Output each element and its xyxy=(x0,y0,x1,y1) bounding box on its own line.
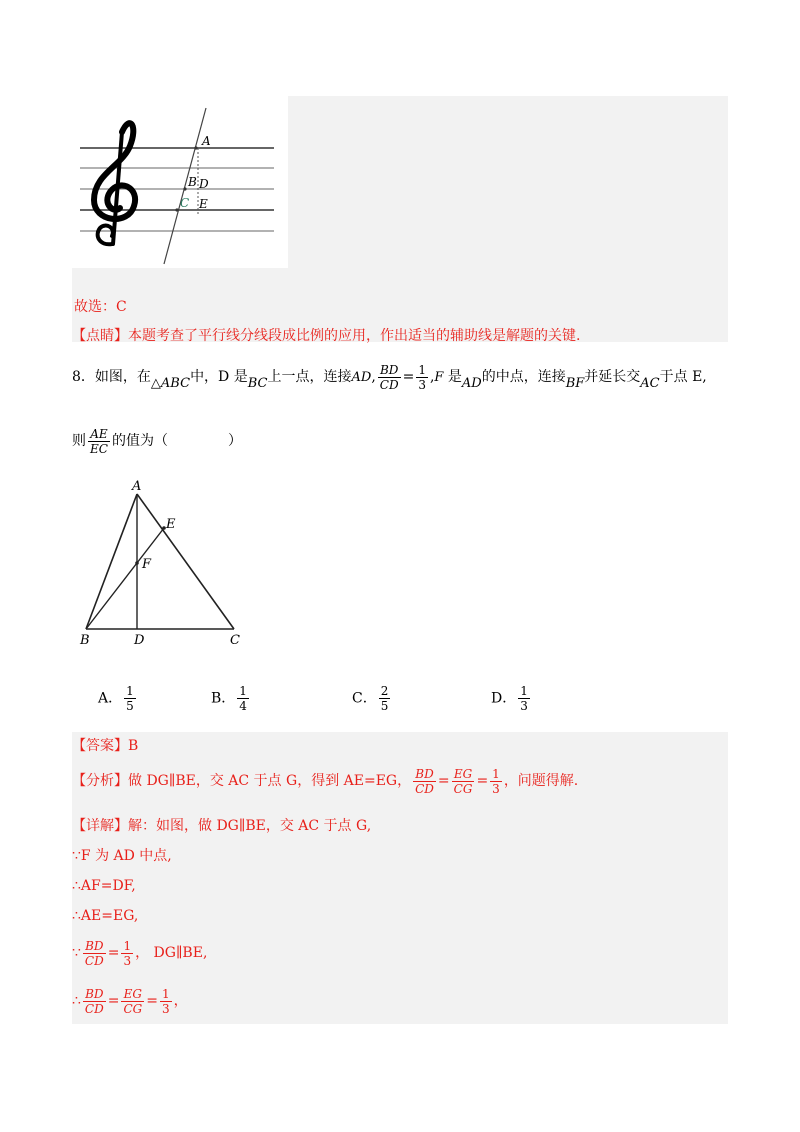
label-d: D xyxy=(134,633,145,648)
equals: = xyxy=(146,993,158,1009)
frac-num: 2 xyxy=(380,684,389,698)
ratio-one-third xyxy=(490,767,502,796)
question-text: 于点 E, xyxy=(659,369,707,385)
question-text: 上一点，连接 xyxy=(267,369,352,385)
frac-den: EC xyxy=(90,441,108,456)
option-b[interactable] xyxy=(211,684,251,713)
segment-bc: BC xyxy=(247,376,268,391)
frac-num: 1 xyxy=(492,766,500,781)
question-line-2 xyxy=(72,424,242,458)
ratio-one-third xyxy=(121,939,133,968)
ratio-eg-cg xyxy=(121,987,144,1016)
equals: = xyxy=(107,945,120,961)
question-text: 的中点，连接 xyxy=(481,369,566,385)
detail-line xyxy=(72,816,371,836)
frac-num: BD xyxy=(83,939,106,954)
because-symbol: ∵ xyxy=(72,945,81,961)
frac-num: 1 xyxy=(161,986,170,1001)
therefore-symbol: ∴ xyxy=(72,993,81,1009)
frac-den: 3 xyxy=(520,699,528,713)
option-a[interactable] xyxy=(98,684,138,713)
frac-num: AE xyxy=(88,427,110,442)
analysis-text: ，问题得解. xyxy=(503,773,579,789)
segment-ac: AC xyxy=(640,376,660,391)
frac-den: CD xyxy=(379,377,399,392)
option-fraction xyxy=(237,684,249,713)
step-text: ， DG∥BE, xyxy=(135,945,208,961)
frac-num: 1 xyxy=(418,362,426,377)
frac-den: 3 xyxy=(418,377,426,392)
analysis-tag: 【分析】 xyxy=(72,773,128,789)
ratio-one-third xyxy=(160,987,172,1016)
figure-triangle xyxy=(76,474,252,654)
detail-tag: 【详解】 xyxy=(72,818,128,834)
label-e: E xyxy=(199,197,208,211)
step-1: ∵F 为 AD 中点, xyxy=(72,848,172,864)
frac-den: 3 xyxy=(492,781,500,796)
analysis-text: 做 DG∥BE，交 AC 于点 G，得到 AE=EG， xyxy=(128,773,412,789)
option-letter: A． xyxy=(98,690,123,707)
frac-den: 3 xyxy=(123,953,132,968)
step-text: ， xyxy=(173,993,188,1009)
frac-num: BD xyxy=(378,363,401,378)
frac-num: 1 xyxy=(239,684,247,698)
label-d: D xyxy=(199,177,209,191)
segment-ad: AD xyxy=(351,370,372,385)
question-text: 并延长交 xyxy=(584,369,641,385)
question-line-1 xyxy=(72,362,707,393)
frac-num: 1 xyxy=(520,684,528,698)
answer-text: 【答案】B xyxy=(72,738,139,754)
frac-num: BD xyxy=(413,767,436,782)
comment-tag: 【点睛】 xyxy=(72,328,128,344)
point-f: F xyxy=(434,370,444,385)
ratio-one-third xyxy=(416,363,428,392)
analysis-line xyxy=(72,764,578,798)
question-text: 则 xyxy=(72,433,86,449)
comma: , xyxy=(371,369,376,385)
frac-den: 4 xyxy=(239,699,247,713)
label-b: B xyxy=(80,633,90,648)
frac-num: BD xyxy=(83,987,106,1002)
frac-den: 5 xyxy=(380,699,389,713)
comment-text: 本题考查了平行线分线段成比例的应用，作出适当的辅助线是解题的关键. xyxy=(128,328,581,344)
option-fraction xyxy=(124,684,136,713)
segment-bf: BF xyxy=(565,376,585,391)
figure-staff xyxy=(72,96,288,268)
option-d[interactable] xyxy=(491,684,532,713)
ratio-bd-cd xyxy=(83,939,106,968)
frac-den: CG xyxy=(123,1001,143,1016)
triangle-abc: △ABC xyxy=(150,376,191,391)
comma: , xyxy=(429,369,435,385)
step-2: ∴AF=DF, xyxy=(72,878,136,894)
question-text: 是 xyxy=(447,369,462,385)
option-fraction xyxy=(518,684,530,713)
option-letter: D． xyxy=(491,690,517,707)
comment-line xyxy=(72,326,580,346)
treble-clef-icon xyxy=(94,123,135,244)
ratio-bd-cd xyxy=(378,363,401,392)
step-3: ∴AE=EG, xyxy=(72,908,139,924)
equals: = xyxy=(107,993,120,1009)
label-a: A xyxy=(202,134,211,148)
label-f: F xyxy=(142,557,152,572)
option-c[interactable] xyxy=(352,684,392,713)
label-e: E xyxy=(166,517,176,532)
ratio-ae-ec xyxy=(88,427,110,456)
question-text: 如图，在 xyxy=(94,369,151,385)
segment-ad: AD xyxy=(461,376,482,391)
label-c: C xyxy=(180,196,190,210)
frac-den: CD xyxy=(415,781,434,796)
frac-num: 1 xyxy=(126,684,134,698)
step-5 xyxy=(72,984,188,1018)
frac-den: CD xyxy=(84,1001,104,1016)
question-text: 中，D 是 xyxy=(190,369,248,385)
question-text: ） xyxy=(227,433,242,449)
label-c: C xyxy=(230,633,240,648)
label-b: B xyxy=(188,175,197,189)
ratio-bd-cd xyxy=(413,767,436,796)
option-letter: B． xyxy=(211,690,236,707)
detail-text: 解：如图，做 DG∥BE，交 AC 于点 G, xyxy=(128,818,372,834)
step-4 xyxy=(72,936,207,970)
frac-num: EG xyxy=(452,767,475,782)
frac-den: CG xyxy=(453,781,473,796)
frac-num: 1 xyxy=(123,938,132,953)
question-number: 8． xyxy=(72,369,95,385)
ratio-eg-cg xyxy=(452,767,475,796)
label-a: A xyxy=(132,479,142,494)
equals: = xyxy=(437,773,450,789)
ratio-bd-cd xyxy=(83,987,106,1016)
frac-den: 5 xyxy=(126,699,134,713)
equals: = xyxy=(476,773,489,789)
option-letter: C． xyxy=(352,690,377,707)
frac-den: 3 xyxy=(161,1001,170,1016)
frac-den: CD xyxy=(84,953,104,968)
question-text: 的值为（ xyxy=(111,433,168,449)
frac-num: EG xyxy=(121,987,144,1002)
equals: = xyxy=(402,369,415,385)
option-fraction xyxy=(379,684,391,713)
choice-text: 故选：C xyxy=(74,299,127,315)
